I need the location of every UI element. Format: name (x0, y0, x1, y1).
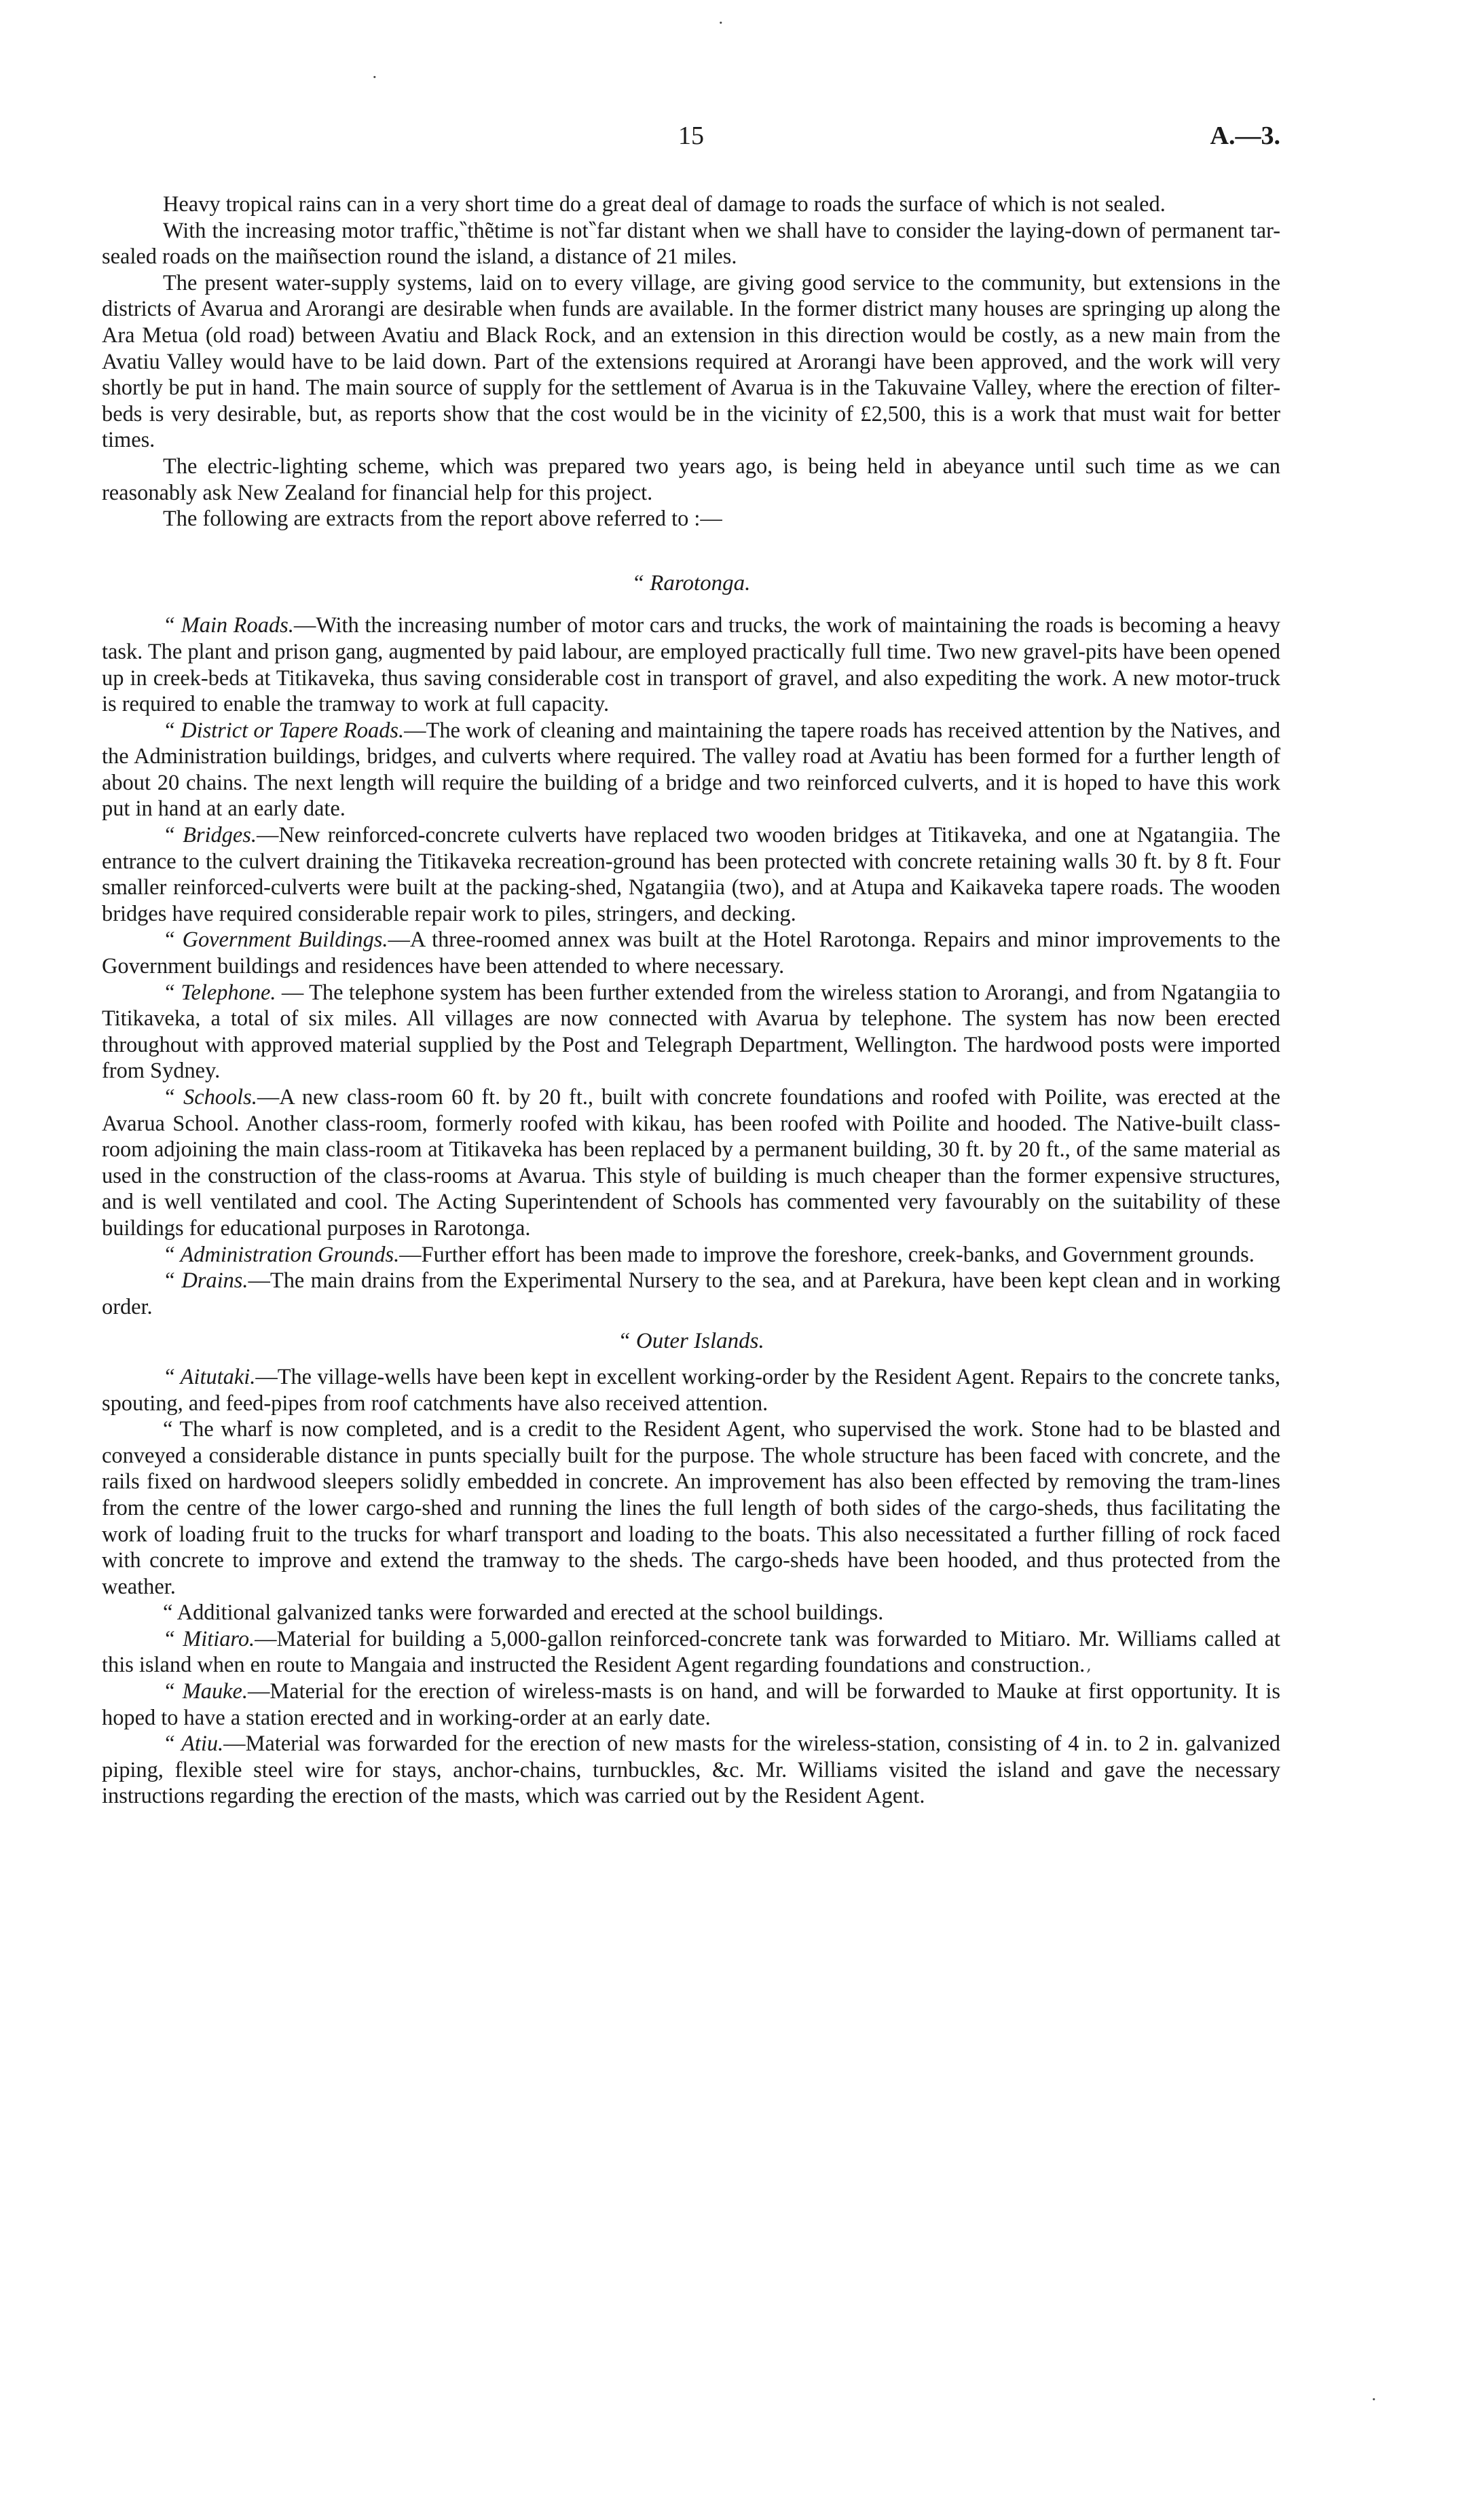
rarotonga-paragraph (102, 718, 1280, 822)
outer-islands-paragraph-lead: “ Mauke. (163, 1679, 248, 1704)
outer-islands-paragraph (102, 1626, 1280, 1679)
scan-speck: · (1371, 2390, 1377, 2409)
heading-outer-islands: “ Outer Islands. (618, 1329, 764, 1354)
rarotonga-paragraph-text: —Further effort has been made to improve the foreshore, creek-banks, and Government grounds. (399, 1242, 1255, 1267)
rarotonga-paragraph (102, 822, 1280, 927)
intro-paragraph (102, 454, 1280, 506)
scan-speck: · (718, 14, 724, 33)
page-header (102, 121, 1280, 168)
intro-paragraph (102, 270, 1280, 454)
heading-rarotonga: “ Rarotonga. (631, 570, 751, 595)
outer-islands-paragraph (102, 1731, 1280, 1810)
rarotonga-paragraph-lead: “ District or Tapere Roads. (163, 718, 405, 743)
rarotonga-paragraph-text: — The telephone system has been further extended from the wireless station to Arorangi, and from Ngatangiia to Titikaveka, a total of six miles. All villages are now connected with Avarua by telephone. The system has now been erected throughout with approved material supplied by the Post and Telegraph Department, Wellington. The hardwood posts were imported from Sydney. (102, 980, 1280, 1084)
outer-islands-paragraph (102, 1600, 1280, 1626)
rarotonga-paragraph-lead: “ Main Roads. (163, 613, 294, 638)
outer-islands-paragraph (102, 1416, 1280, 1600)
rarotonga-paragraph-text: —The work of cleaning and maintaining the tapere roads has received attention by the Natives, and the Administration buildings, bridges, and culverts where required. The valley road at Avatiu has been formed for a further length of about 20 chains. The next length will require the building of a bridge and two reinforced culverts, and it is hoped to have this work put in hand at an early date. (102, 718, 1280, 822)
rarotonga-section (102, 612, 1280, 1320)
intro-paragraph-text: Heavy tropical rains can in a very short time do a great deal of damage to roads the surface of which is not sealed. (163, 192, 1166, 217)
rarotonga-paragraph-lead: “ Drains. (163, 1268, 248, 1294)
rarotonga-paragraph-lead: “ Government Buildings. (163, 928, 388, 953)
outer-islands-paragraph-text: —The village-wells have been kept in excellent working-order by the Resident Agent. Repairs to the concrete tanks, spouting, and feed-pipes from roof catchments have also received attention. (102, 1364, 1280, 1416)
rarotonga-paragraph (102, 1242, 1280, 1268)
outer-islands-paragraph-lead: “ Aitutaki. (163, 1364, 256, 1389)
outer-islands-paragraph-text: “ The wharf is now completed, and is a credit to the Resident Agent, who supervised the work. Stone had to be blasted and conveyed a considerable distance in punts specially built for the purpose. The whole structure has been faced with concrete, and the rails fixed on hardwood sleepers solidly embedded in concrete. An improvement has also been effected by removing the tram-lines from the centre of the lower cargo-shed and running the lines the full length of both sides of the cargo-sheds, thus facilitating the work of loading fruit to the trucks for wharf transport and loading to the boats. This also necessitated a further filling of rock faced with concrete to improve and extend the tramway to the sheds. The cargo-sheds have been hooded, and thus protected from the weather. (102, 1417, 1280, 1599)
intro-paragraph-text: The present water-supply systems, laid on to every village, are giving good service to the community, but extensions in the districts of Avarua and Arorangi are desirable when funds are available. In the former district many houses are springing up along the Ara Metua (old road) between Avatiu and Black Rock, and an extension in this direction would be costly, as a new main from the Avatiu Valley would have to be laid down. Part of the extensions required at Arorangi have been approved, and the work will very shortly be put in hand. The main source of supply for the settlement of Avarua is in the Takuvaine Valley, where the erection of filter-beds is very desirable, but, as reports show that the cost would be in the vicinity of £2,500, this is a work that must wait for better times. (102, 270, 1280, 453)
intro-paragraph (102, 191, 1280, 218)
document-body (102, 191, 1280, 1810)
outer-islands-paragraph-lead: “ Atiu. (163, 1731, 224, 1757)
outer-islands-paragraph-text: “ Additional galvanized tanks were forwarded and erected at the school buildings. (163, 1600, 884, 1626)
rarotonga-paragraph-text: —With the increasing number of motor cars and trucks, the work of maintaining the roads is becoming a heavy task. The plant and prison gang, augmented by paid labour, are employed practically full time. Two new gravel-pits have been opened up in creek-beds at Titikaveka, thus saving considerable cost in transport of gravel, and also expediting the work. A new motor-truck is required to enable the tramway to work at full capacity. (102, 613, 1280, 717)
rarotonga-paragraph (102, 927, 1280, 979)
outer-islands-paragraph (102, 1364, 1280, 1416)
intro-paragraph (102, 218, 1280, 270)
rarotonga-paragraph-lead: “ Bridges. (163, 823, 257, 848)
outer-islands-paragraph-text: —Material was forwarded for the erection of new masts for the wireless-station, consisting of 4 in. to 2 in. galvanized piping, flexible steel wire for stays, anchor-chains, turnbuckles, &c. Mr. Williams visited the island and gave the necessary instructions regarding the erection of the masts, which was carried out by the Resident Agent. (102, 1731, 1281, 1809)
page-number: 15 (678, 122, 704, 150)
rarotonga-paragraph-text: —A new class-room 60 ft. by 20 ft., built with concrete foundations and roofed with Poilite, was erected at the Avarua School. Another class-room, formerly roofed with kikau, has been roofed with Poilite and hooded. The Native-built class-room adjoining the main class-room at Titikaveka has been replaced by a permanent building, 30 ft. by 20 ft., of the same material as used in the construction of the class-rooms at Avarua. This style of building is much cheaper than the former expensive structures, and is well ventilated and cool. The Acting Superintendent of Schools has commented very favourably on the suitability of these buildings for educational purposes in Rarotonga. (102, 1085, 1281, 1241)
intro-section (102, 191, 1280, 532)
intro-paragraph-text: The electric-lighting scheme, which was prepared two years ago, is being held in abeyance until such time as we can reasonably ask New Zealand for financial help for this project. (102, 454, 1280, 505)
intro-paragraph (102, 506, 1280, 532)
rarotonga-paragraph-lead: “ Schools. (163, 1085, 257, 1110)
outer-islands-paragraph (102, 1679, 1280, 1731)
scan-speck: · (372, 68, 377, 87)
document-reference: A.—3. (1210, 122, 1280, 150)
rarotonga-paragraph-lead: “ Telephone. (163, 980, 276, 1005)
intro-paragraph-text: With the increasing motor traffic,‶thẽtime is not‶far distant when we shall have to consider the laying-down of permanent tar-sealed roads on the maiñsection round the island, a distance of 21 miles. (102, 218, 1280, 270)
rarotonga-paragraph (102, 612, 1280, 717)
rarotonga-paragraph-text: —New reinforced-concrete culverts have replaced two wooden bridges at Titikaveka, and one at Ngatangiia. The entrance to the culvert draining the Titikaveka recreation-ground has been protected with concrete retaining walls 30 ft. by 8 ft. Four smaller reinforced-culverts were built at the packing-shed, Ngatangiia (two), and at Atupa and Kaikaveka tapere roads. The wooden bridges have required considerable repair work to piles, stringers, and decking. (102, 823, 1280, 926)
outer-islands-paragraph-text: —Material for building a 5,000-gallon reinforced-concrete tank was forwarded to Mitiaro. Mr. Williams called at this island when en route to Mangaia and instructed the Resident Agent regarding foundations and construction. (102, 1626, 1280, 1678)
outer-islands-section (102, 1364, 1280, 1810)
intro-paragraph-text: The following are extracts from the report above referred to :— (163, 507, 722, 532)
rarotonga-paragraph (102, 1084, 1280, 1242)
rarotonga-paragraph-lead: “ Administration Grounds. (163, 1242, 400, 1267)
outer-islands-paragraph-lead: “ Mitiaro. (163, 1626, 255, 1651)
rarotonga-paragraph-text: —The main drains from the Experimental Nursery to the sea, and at Parekura, have been kept clean and in working order. (102, 1268, 1281, 1319)
outer-islands-paragraph-text: —Material for the erection of wireless-masts is on hand, and will be forwarded to Mauke at first opportunity. It is hoped to have a station erected and in working-order at an early date. (102, 1679, 1280, 1730)
rarotonga-paragraph (102, 980, 1280, 1084)
scan-speck: ‚ (1086, 1655, 1092, 1674)
rarotonga-paragraph-text: —A three-roomed annex was built at the Hotel Rarotonga. Repairs and minor improvements to the Government buildings and residences have been attended to where necessary. (102, 928, 1280, 979)
rarotonga-paragraph (102, 1268, 1280, 1320)
